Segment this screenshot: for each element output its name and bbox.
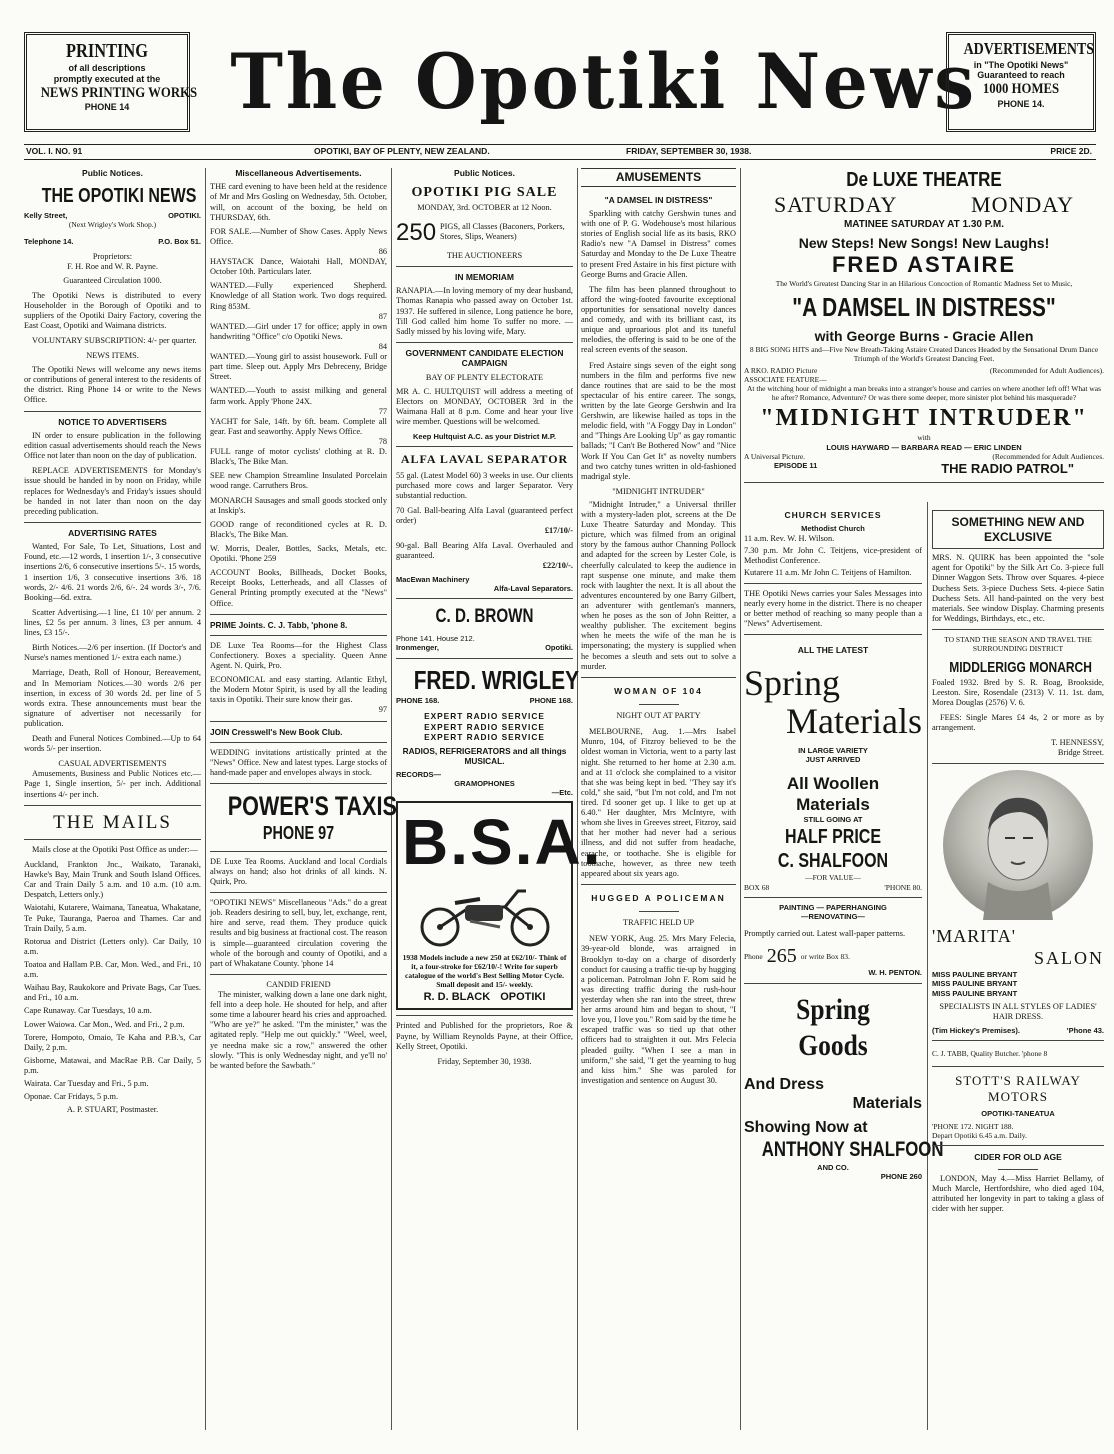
song-hits: 8 BIG SONG HITS and—Five New Breath-Taking Astaire Created Dances Headed by the Sensational Drum Dance Triumph of the World's Greatest Dancing Feet. — [749, 345, 1099, 364]
salon: SALON — [1033, 948, 1104, 969]
etc: —Etc. — [551, 788, 573, 798]
classified-ad: WANTED.—Fully experienced Shepherd. Knowledge of all Station work. Two dogs required. Ring 853M. — [210, 281, 387, 311]
memoriam-text: RANAPIA.—In loving memory of my dear husband, Thomas Ranapia who passed away on October 1st. 1937. He suffered in silence, Long patience he bore, Till God called him home To suffer no more. —Sadly missed by his loving wife, Mary. — [396, 286, 573, 336]
pig-description: PIGS, all Classes (Baconers, Porkers, Stores, Slips, Weaners) — [440, 222, 565, 242]
mail-route: Torere, Hompoto, Omaio, Te Kaha and P.B.'s, Car Daily, 2 p.m. — [24, 1032, 201, 1052]
rates-title: ADVERTISING RATES — [68, 527, 157, 538]
classified-ad: WANTED.—Youth to assist milking and general farm work. Apply 'Phone 24X. — [210, 386, 387, 406]
classified-ad: HAYSTACK Dance, Waiotahi Hall, MONDAY, October 10th. Particulars later. — [210, 257, 387, 277]
mail-route: Lower Waiowa. Car Mon., Wed. and Fri., 2 p.m. — [24, 1019, 185, 1029]
monarch-fees: FEES: Single Mares £4 4s, 2 or more as by arrangement. — [932, 712, 1104, 733]
classified-ad: "OPOTIKI NEWS" Miscellaneous "Ads." do a great job. Readers desiring to sell, buy, let, exchange, rent, hire and serve, read them. They produce quick results and big business at fractional cost. The reason is simple—guaranteed circulation covering the whole of the borough and county of Opotiki, and a part of Whakatane County. 'phone 14 — [210, 898, 387, 968]
box: BOX 68 — [744, 882, 770, 892]
divider — [210, 783, 387, 784]
hugged-title: HUGGED A POLICEMAN — [591, 892, 726, 903]
candid-title: CANDID FRIEND — [266, 979, 331, 989]
classified-ad: DE Luxe Tea Rooms—for the Highest Class Confectionery. Boxes a speciality. Queen Anne Agent. N. Quirk, Pro. — [210, 640, 387, 670]
materials-heading: Materials — [786, 700, 922, 741]
classified-ad: THE card evening to have been held at the residence of Mr and Mrs Gosling on Wednesday, 5th. October, will, on account of the boxing, be held on THURSDAY, 6th. — [210, 182, 387, 222]
ear-left-line2: promptly executed at the — [53, 73, 161, 84]
damsel-text: Sparkling with catchy Gershwin tunes and with one of P. G. Wodehouse's most hilarious stories of English social life as its basis, RKO Radio's new "A Damsel in Distress" comes Saturday and Monday to the De Luxe Theatre to present Fred Astaire in his first picture with George Burns and Gracie Allen. — [581, 208, 736, 279]
radio-service: EXPERT RADIO SERVICE — [424, 731, 545, 742]
divider — [210, 635, 387, 636]
pig-sale-date: MONDAY, 3rd. OCTOBER at 12 Noon. — [417, 203, 552, 213]
episode: EPISODE 11 — [774, 460, 818, 470]
spring-heading: Spring — [744, 662, 841, 703]
divider — [932, 1066, 1104, 1067]
traffic-title: TRAFFIC HELD UP — [623, 918, 694, 928]
mail-route: Oponae. Car Fridays, 5 p.m. — [24, 1092, 119, 1102]
next-to: (Next Wrigley's Work Shop.) — [68, 219, 157, 229]
place: OPOTIKI, BAY OF PLENTY, NEW ZEALAND. — [314, 146, 490, 156]
large-variety: IN LARGE VARIETY — [798, 745, 868, 755]
pauline-bryant: MISS PAULINE BRYANT — [932, 979, 1018, 989]
motorcycle-icon — [410, 877, 560, 949]
proprietors: F. H. Roe and W. R. Payne. — [67, 262, 158, 272]
penton-name: W. H. PENTON. — [868, 968, 922, 978]
hair-specialists: SPECIALISTS IN ALL STYLES OF LADIES' HAIR DRESS. — [939, 1001, 1097, 1021]
divider — [744, 983, 922, 984]
mail-route: Toatoa and Hallam P.B. Car, Mon. Wed., and Fri., 10 a.m. — [24, 959, 201, 980]
alfa-laval-item: 90-gal. Ball Bearing Alfa Laval. Overhauled and guaranteed. — [396, 540, 573, 560]
hickey-phone: 'Phone 43. — [1066, 1025, 1104, 1035]
classified-ad: ACCOUNT Books, Billheads, Docket Books, Receipt Books, Letterheads, and all Classes of General Printing promptly executed at the "News" Office. — [210, 568, 387, 608]
black-town: OPOTIKI — [500, 991, 546, 1004]
tabb: C. J. TABB, Quality Butcher. 'phone 8 — [932, 1049, 1048, 1059]
intruder-title: "MIDNIGHT INTRUDER" — [612, 486, 705, 496]
stand-season: TO STAND THE SEASON AND TRAVEL THE SURROUNDING DISTRICT — [944, 635, 1092, 654]
divider — [210, 721, 387, 722]
alfa-laval-price: £22/10/-. — [542, 560, 573, 570]
pig-sale-body — [396, 218, 573, 247]
classified-ad: JOIN Cresswell's New Book Club. — [210, 726, 343, 737]
alfa-laval-separators: Alfa-Laval Separators. — [493, 583, 573, 593]
column-rule — [205, 168, 206, 1430]
just-arrived: JUST ARRIVED — [805, 754, 861, 764]
rko-line — [744, 366, 1104, 375]
brown-name: C. D. BROWN — [435, 606, 534, 628]
column-rule — [927, 502, 928, 1430]
ad-number: 77 — [378, 406, 387, 416]
mail-route: Rotorua and District (Letters only). Car Daily, 10 a.m. — [24, 936, 201, 956]
divider — [639, 911, 679, 912]
penton-phone: 265 — [766, 945, 797, 968]
masthead — [10, 20, 1104, 140]
news-carries: THE Opotiki News carries your Sales Messages into nearly every home in the district. There is no cheaper or better method of reaching so many people than a "News" Advertisement. — [744, 588, 922, 629]
traffic-text: NEW YORK, Aug. 25. Mrs Mary Felecia, 39-year-old blonde, was arraigned in Brooklyn to-day on a charge of disorderly conduct for causing a traffic tie-up by hugging a policeman. Patrolman John F. Rom said he was directing traffic during the rush-hour yesterday when she ran into the street, threw her arms around him and began to shout, "I love you, I love you." Rom said by the time he escaped traffic was so tied up that other officers had to straighten it out. Mrs Felecia pleaded guilty. "When I see a man in uniform," she said, "I get the yearning to hug and kiss him." She was paroled for investigation and sentence on August 30. — [581, 934, 737, 1085]
phone: 'PHONE 80. — [884, 882, 922, 892]
volume-number: VOL. I. NO. 91 — [26, 146, 83, 156]
ear-right-homes: 1000 HOMES — [982, 81, 1060, 98]
half-price: HALF PRICE — [785, 825, 881, 848]
circulation: Guaranteed Circulation 1000. — [63, 276, 162, 286]
mail-route: Auckland, Frankton Jnc., Waikato, Taranaki, Hawke's Bay, Main Trunk and South Island Offices. Car and Train Daily 5 a.m. and 10 a.m. (10 a.m. Despatch, Letters only.) — [24, 859, 201, 900]
depart: Depart Opotiki 6.45 a.m. Daily. — [932, 1131, 1027, 1141]
goods-heading: Goods — [798, 1029, 868, 1063]
damsel-text: Fred Astaire sings seven of the eight song numbers in the film and performs five new dance routines that are said to be the most spectacular of his entire career. The songs, written by the late George Gershwin and Ira Gershwin, are likewise hailed as tops in the melodic field, with "A Foggy Day in London" and "Things Are Looking Up" as gay romantic ballads; "I Can't Be Bothered Now" and "Nice Work If You Can Get It" as novelty numbers and two catchy tunes written in old-fashioned madrigal style. — [581, 360, 736, 481]
classified-ad: FOR SALE.—Number of Show Cases. Apply News Office. — [210, 226, 387, 246]
mail-route: Waiotahi, Kutarere, Waimana, Taneatua, Whakatane, Te Puke, Tauranga, Paeroa and Thames. Car and Train Daily, 5 a.m. — [24, 903, 201, 933]
alfa-laval-item: 70 Gal. Ball-bearing Alfa Laval (guaranteed perfect order) — [396, 506, 573, 526]
column-public-notices-2 — [396, 168, 603, 1436]
column-public-notices — [24, 168, 201, 1436]
shalfoon-contact — [744, 883, 922, 892]
memoriam-title: IN MEMORIAM — [454, 271, 515, 282]
slogan: New Steps! New Songs! New Laughs! — [798, 235, 1050, 252]
birth-text: Birth Notices.—2/6 per insertion. (If Doctor's and Nurse's names mentioned 1/- extra each name.) — [24, 643, 201, 663]
divider — [396, 342, 573, 343]
divider — [24, 522, 201, 523]
renovating: —RENOVATING— — [801, 911, 865, 921]
notice-text: IN order to ensure publication in the following edition casual advertisements should reach the News Office not later than noon on the day of publication. — [24, 430, 201, 461]
portrait-image — [943, 770, 1093, 920]
anthony-phone: PHONE 260 — [880, 1172, 922, 1182]
ear-right-title: ADVERTISEMENTS — [963, 39, 1095, 58]
wrigley-name: FRED. WRIGLEY — [413, 664, 579, 695]
star-name: FRED ASTAIRE — [831, 252, 1017, 278]
hultquist-meeting: MR A. C. HULTQUIST will address a meeting of Electors on MONDAY, OCTOBER 3rd in the Waimana Hall at 8 p.m. Come and hear your live wire member. Questions will be welcomed. — [396, 386, 573, 426]
bridge-street: Bridge Street. — [1057, 748, 1104, 758]
divider — [210, 974, 387, 975]
ear-left-title: PRINTING — [65, 40, 148, 62]
hennessy: T. HENNESSY, — [1051, 738, 1104, 748]
divider — [932, 763, 1104, 764]
theatre-name: De LUXE THEATRE — [846, 169, 1002, 191]
divider — [932, 1145, 1104, 1146]
still-going: STILL GOING AT — [803, 815, 863, 825]
address — [24, 211, 201, 220]
classified-ad: MONARCH Sausages and small goods stocked only at Inskip's. — [210, 495, 387, 515]
brown-town: Opotiki. — [545, 643, 573, 653]
for-value: —FOR VALUE— — [805, 873, 861, 883]
column-rule — [577, 168, 578, 1430]
divider — [396, 598, 573, 599]
divider — [210, 614, 387, 615]
mails-intro: Mails close at the Opotiki Post Office as under:— — [32, 844, 198, 854]
ironmonger: Ironmenger, — [396, 643, 439, 653]
shalfoon: C. SHALFOON — [777, 850, 889, 873]
divider — [932, 629, 1104, 630]
divider — [744, 634, 922, 635]
mail-route: Gisborne, Matawai, and MacRae P.B. Car Daily, 5 p.m. — [24, 1055, 201, 1075]
telephone: Telephone 14. — [24, 237, 74, 247]
night-text: MELBOURNE, Aug. 1.—Mrs Isabel Munro, 104, of Fitzroy believed to be the oldest woman in Victoria, went to a party last night. She returned to her home at 2.30 a.m. and at 11 o'clock she complained to a visitor that she was being kept in bed. "They say it's cold," she said, "but I'm not cold, and I'm not tired. I'd sooner get up. I like to get up at 6.40." Her daughter, Mrs McIntyre, with whom she lives in Greeves street, Fitzroy, said that her mother had never had a serious illness, and did not suffer from headache, earache, or toothache. She is eligible for toothache, however, as three new teeth appeared about six years ago. — [581, 727, 736, 878]
classified-ad: YACHT for Sale, 14ft. by 6ft. beam. Complete all gear. Fast and seaworthy. Apply News Office. — [210, 416, 387, 436]
divider — [396, 658, 573, 659]
second-cast: LOUIS HAYWARD — BARBARA READ — ERIC LINDEN — [826, 442, 1022, 452]
saturday: SATURDAY — [774, 192, 898, 218]
casual-text: Amusements, Business and Public Notices etc.—Page 1, Single insertion, 5/- per inch. Additional insertions 4/- per inch. — [24, 769, 201, 799]
classified-ad: DE Luxe Tea Rooms. Auckland and local Cordials always on hand; also hot drinks of all kinds. N. Quirk, Pro. — [210, 856, 387, 887]
divider — [396, 1015, 573, 1016]
dateline — [24, 144, 1096, 160]
monarch-text: Foaled 1932. Bred by S. R. Boag, Brookside, Leeston. Sire, Rosendale (2313) V. 11. 1st. dam, Morea Douglas (2576) V. 6. — [932, 677, 1104, 707]
feature-cast: with George Burns - Gracie Allen — [814, 328, 1034, 345]
exclusive-header-box — [932, 510, 1104, 549]
church-title: CHURCH SERVICES — [784, 510, 882, 520]
methodist: Methodist Church — [801, 524, 865, 534]
ear-left-phone: PHONE 14 — [84, 102, 130, 113]
casual-title: CASUAL ADVERTISEMENTS — [58, 759, 167, 769]
mail-route: Wairata. Car Tuesday and Fri., 5 p.m. — [24, 1079, 149, 1089]
imprint-date: Friday, September 30, 1938. — [437, 1056, 532, 1066]
divider — [581, 677, 736, 678]
mails-title: THE MAILS — [53, 811, 172, 833]
divider — [639, 704, 679, 705]
divider — [998, 1169, 1038, 1170]
radio-patrol: THE RADIO PATROL" — [941, 460, 1074, 476]
wrigley-phone: PHONE 168. — [529, 696, 573, 706]
ear-right-phone: PHONE 14. — [997, 98, 1045, 109]
macewan: MacEwan Machinery — [396, 574, 470, 584]
and-co: AND CO. — [817, 1162, 849, 1172]
route: OPOTIKI-TANEATUA — [981, 1108, 1055, 1118]
postmaster: A. P. STUART, Postmaster. — [66, 1105, 159, 1115]
classified-ad: PRIME Joints. C. J. Tabb, 'phone 8. — [210, 619, 348, 630]
woollen-heading: All Woollen — [786, 774, 880, 794]
damsel-title: "A DAMSEL IN DISTRESS" — [604, 194, 713, 205]
mail-route: Cape Runaway. Car Tuesdays, 10 a.m. — [24, 1006, 152, 1016]
newspaper-title: The Opotiki News — [230, 37, 977, 126]
church-service: Kutarere 11 a.m. Mr John C. Teitjens of Hamilton. — [744, 567, 912, 577]
classified-ad: WANTED.—Girl under 17 for office; apply in own handwriting "Office" c/o Opotiki News. — [210, 321, 387, 341]
town: OPOTIKI. — [168, 210, 201, 220]
po-box: P.O. Box 51. — [158, 237, 201, 247]
mail-route: Waihau Bay, Raukokore and Private Bags, Car Tues. and Fri., 10 a.m. — [24, 983, 201, 1003]
bsa-advert — [396, 801, 603, 1010]
theatre-advert — [744, 168, 1104, 498]
divider — [744, 897, 922, 898]
column-amusements — [581, 168, 736, 1436]
classified-ad: WEDDING invitations artistically printed at the "News" Office. New and latest types. Large stocks of hand-made paper and envelopes always in stock. — [210, 747, 387, 777]
penton-text: Promptly carried out. Latest wall-paper patterns. — [744, 928, 906, 938]
pig-count: 250 — [396, 218, 437, 246]
serial-line — [744, 461, 1104, 477]
pauline-bryant: MISS PAULINE BRYANT — [932, 988, 1018, 998]
intruder-text: "Midnight Intruder," a Universal thriller with a mystery-laden plot, screens at the De Luxe Theatre Saturday and Monday. This picture, which was filmed from an original story by the famous author Channing Pollock and adapted for the screen by Lester Cole, is cheerfully calculated to keep the audience in rapt suspense one minute, and make them rock with laughter the next. It is all about the adventures encountered by one Barry Gilbert, an adventurer with gentleman's manners, when he poses as the son of John Reitter, a wealthy publisher. The excitement begins when he meets the wife of the man he is impersonating; the mystery is supplied when he becomes a sleuth and sets out to solve a murder. — [581, 499, 736, 671]
anthony-shalfoon: ANTHONY SHALFOON — [761, 1138, 944, 1162]
taxis-name: POWER'S TAXIS — [227, 790, 397, 821]
spring-goods-heading: Spring — [796, 992, 870, 1026]
woollen-materials: Materials — [796, 794, 870, 814]
divider — [24, 411, 201, 412]
bsa-logo: B.S.A. — [402, 806, 603, 879]
classified-ad: SEE new Champion Streamline Insulated Porcelain wood range. Carruthers Bros. — [210, 471, 387, 491]
newspaper-page — [10, 10, 1104, 1446]
ad-number: 97 — [378, 705, 387, 715]
column-miscellaneous — [210, 168, 397, 1436]
pauline-bryant: MISS PAULINE BRYANT — [932, 970, 1018, 980]
divider — [24, 805, 201, 806]
street: Kelly Street, — [24, 210, 68, 220]
stotts-motors: STOTT'S RAILWAY MOTORS — [955, 1073, 1081, 1105]
showing-now: Showing Now at — [744, 1118, 868, 1136]
associate-desc: At the witching hour of midnight a man breaks into a stranger's house and carries on where another left off! What was he after? Romance, Adventure? Or was there some deeper, more sinister plot behind his masquerade? — [746, 383, 1102, 402]
classified-ad: GOOD range of reconditioned cycles at R. D. Black's, The Bike Man. — [210, 519, 387, 539]
cider-title: CIDER FOR OLD AGE — [974, 1152, 1062, 1163]
pig-sale-title: OPOTIKI PIG SALE — [411, 185, 558, 201]
ad-number: 84 — [378, 342, 387, 351]
paper-name: THE OPOTIKI NEWS — [41, 185, 197, 208]
penton-contact — [744, 944, 922, 968]
gramophones: GRAMOPHONES — [454, 779, 515, 789]
penton-phone-label: Phone — [744, 951, 763, 961]
wrigley-phone: PHONE 168. — [396, 696, 440, 706]
electorate: BAY OF PLENTY ELECTORATE — [425, 372, 544, 382]
church-service: 7.30 p.m. Mr John C. Teitjens, vice-president of Methodist Conference. — [744, 545, 922, 565]
ear-left — [24, 32, 198, 132]
imprint: Printed and Published for the proprietors, Roe & Payne, by William Reynolds Payne, at their Office, Kelly Street, Opotiki. — [396, 1021, 573, 1051]
rates-text: Wanted, For Sale, To Let, Situations, Lost and Found, etc.—12 words, 1 insertion 1/-, 3 consecutive insertions 2/6, 6 consecutive insertions 5/-. 15 words, 1 insertion 1/6, 3 consecutive insertions 3/6. 18 words, 2/- 4/6. 21 words 2/6, 6/-. 24 words 3/-, 7/6. Booking—6d. extra. — [24, 542, 201, 602]
damsel-text: The film has been planned throughout to afford the wing-footed favourite exceptional opportunities for sensational novelty dances and comedy, and with its brilliant cast, its unique and uproarious plot and its tuneful melodies, the offering is said to be one of the real screen events of the season. — [581, 284, 736, 355]
all-the-latest: ALL THE LATEST — [797, 645, 869, 656]
ear-left-works: NEWS PRINTING WORKS — [40, 85, 198, 102]
election-title: GOVERNMENT CANDIDATE ELECTION CAMPAIGN — [405, 347, 564, 369]
replace-text: REPLACE ADVERTISEMENTS for Monday's issue should be handed in by noon on Friday, while replaces for Wednesday's and Friday's issues should be handed in not later than noon on the day preceding publication. — [24, 466, 201, 516]
matinee: MATINEE SATURDAY AT 1.30 P.M. — [843, 219, 1005, 231]
hultquist-slogan: Keep Hultquist A.C. as your District M.P. — [413, 432, 556, 442]
classified-ad: W. Morris, Dealer, Bottles, Sacks, Metals, etc. Opotiki. 'Phone 259 — [210, 543, 387, 564]
ear-right-line2: Guaranteed to reach — [977, 70, 1065, 81]
woman-title: WOMAN OF 104 — [614, 685, 703, 696]
price: PRICE 2D. — [1050, 146, 1092, 156]
divider — [744, 583, 922, 584]
divider — [396, 446, 573, 447]
notice-title: NOTICE TO ADVERTISERS — [58, 416, 167, 427]
alfa-laval-price: £17/10/- — [544, 526, 573, 536]
woman-portrait-icon — [943, 770, 1093, 920]
middlerigg-monarch: MIDDLERIGG MONARCH — [949, 659, 1092, 677]
second-with: with — [917, 433, 931, 443]
ear-left-line1: of all descriptions — [68, 63, 146, 74]
black-name: R. D. BLACK — [423, 991, 491, 1004]
second-film: "MIDNIGHT INTRUDER" — [760, 405, 1088, 432]
column-rule — [740, 168, 741, 1430]
records: RECORDS— — [396, 769, 442, 779]
marriage-text: Marriage, Death, Roll of Honour, Bereavement, and In Memoriam Notices.—30 words 2/6 per insertion, in excess of 30 words 2d. per line of 5 words extra. These announcements must bear the signature of advertiser not necessarily for publication. — [24, 668, 201, 728]
feature-film: "A DAMSEL IN DISTRESS" — [792, 292, 1056, 323]
night-title: NIGHT OUT AT PARTY — [616, 711, 701, 721]
column-exclusive — [932, 510, 1104, 1436]
scatter-text: Scatter Advertising.—1 line, £1 10/ per annum. 2 lines, £2 5s per annum. 3 lines, £3 per annum. 4 lines, £3 15/-. — [24, 607, 201, 638]
section-header: Public Notices. — [454, 168, 515, 178]
radio-service: EXPERT RADIO SERVICE — [424, 711, 545, 722]
divider — [210, 892, 387, 893]
ad-number: 87 — [378, 311, 387, 321]
associate-feature: ASSOCIATE FEATURE— — [744, 374, 827, 384]
classified-ad: FULL range of motor cyclists' clothing at R. D. Black's, The Bike Man. — [210, 447, 387, 467]
classified-ad: WANTED.—Young girl to assist housework. Full or part time. Sleep out. Apply Mrs Debreceny, Bridge Street. — [210, 352, 387, 382]
church-service: 11 a.m. Rev. W. H. Wilson. — [744, 533, 835, 543]
alfa-laval-item: 55 gal. (Latest Model 60) 3 weeks in use. Our clients purchased more cows and larger Separator. Very substantial reduction. — [396, 470, 573, 501]
divider — [396, 266, 573, 267]
proprietors-label: Proprietors: — [92, 252, 133, 262]
divider — [932, 1040, 1104, 1041]
subscription: VOLUNTARY SUBSCRIPTION: 4/- per quarter. — [32, 335, 197, 345]
hickey-line — [932, 1026, 1104, 1035]
section-header: AMUSEMENTS — [581, 168, 736, 187]
universal-rec: (Recommended for Adult Audiences. — [992, 451, 1104, 461]
hickey: (Tim Hickey's Premises). — [932, 1025, 1020, 1035]
bsa-text: 1938 Models include a new 250 at £62/10/- Think of it, a four-stroke for £62/10/-! Write for superb catalogue of the world's Best Selling Motor Cycle. Small deposit and 15/- weekly. — [402, 952, 567, 989]
alfa-laval-title: ALFA LAVAL SEPARATOR — [400, 452, 569, 467]
cider-text: LONDON, May 4.—Miss Harriet Bellamy, of Much Marcle, Hertfordshire, who died aged 104, attributed her longevity in part to taking a glass of cider with her supper. — [932, 1173, 1104, 1214]
divider — [210, 742, 387, 743]
ear-right — [946, 32, 1096, 132]
black-footer — [402, 991, 567, 1004]
universal-line — [744, 452, 1104, 461]
distribution-text: The Opotiki News is distributed to every Householder in the Borough of Opotiki and to suppliers of the Opotiki Dairy Factory, covering the East Coast, Opotiki and Waimana districts. — [24, 290, 201, 330]
auctioneers: THE AUCTIONEERS — [446, 250, 523, 260]
issue-date: FRIDAY, SEPTEMBER 30, 1938. — [626, 146, 752, 156]
and-dress: And Dress — [744, 1075, 825, 1093]
brown-trade — [396, 643, 573, 652]
penton-box: or write Box 83. — [800, 951, 850, 961]
radio-service: EXPERT RADIO SERVICE — [424, 721, 545, 732]
star-desc: The World's Greatest Dancing Star in an Hilarious Concoction of Romantic Madness Set to Music, — [775, 279, 1073, 289]
column-church-and-ads — [744, 510, 944, 1436]
funeral-text: Death and Funeral Notices Combined.—Up to 64 words 5/- per insertion. — [24, 734, 201, 754]
painting: PAINTING — PAPERHANGING — [779, 902, 887, 912]
quirk-text: MRS. N. QUIRK has been appointed the "sole agent for Opotiki" by the Silk Art Co. 3-piece full Dinner Waggon Sets. Throw over Squares. 4-piece Duchess Sets. 3-piece Duchess Sets. 4-piece Satin Duchess Sets. All hand-painted on the very best materials. See window Display. Charming presents for Weddings, Birthdays, etc., etc. — [932, 553, 1104, 623]
news-items-text: The Opotiki News will welcome any news items or contributions of general interest to the residents of the district. Ring Phone 14 or write to the News Office. — [24, 365, 201, 405]
candid-text: The minister, walking down a lane one dark night, fell into a deep hole. He shouted for help, and after some time a labourer heard his cries and approached. "Who are ye?" he asked. "I'm the minister," was the agitated reply. "Help me out quickly." "Weel, weel, ye needna make sic a row," answered the other slowly. "This is only Wednesday night, and ye'll no' be wanted before the Sawbath." — [210, 990, 387, 1070]
divider — [24, 839, 201, 840]
ad-number: 86 — [378, 247, 387, 257]
radios: RADIOS, REFRIGERATORS and all things MUSICAL. — [402, 745, 567, 766]
section-header: Public Notices. — [82, 168, 143, 178]
ear-right-line1: in "The Opotiki News" — [973, 59, 1069, 70]
section-header: Miscellaneous Advertisements. — [235, 168, 362, 178]
ad-number: 78 — [378, 436, 387, 446]
wrigley-phones — [396, 696, 573, 705]
divider — [581, 884, 736, 885]
contact — [24, 237, 201, 246]
theatre-days — [744, 192, 1104, 219]
dress-materials: Materials — [852, 1095, 922, 1113]
brown-phone: Phone 141. House 212. — [396, 634, 475, 644]
rko-rec: (Recommended for Adult Audiences). — [989, 365, 1104, 375]
marita: 'MARITA' — [932, 926, 1017, 947]
stott-phone: 'PHONE 172. NIGHT 188. — [932, 1122, 1014, 1132]
divider — [744, 482, 1104, 483]
classified-ad: ECONOMICAL and easy starting. Atlantic Ethyl, the Modern Motor Spirit, is used by all the leading taxis in Opotiki. Their sure know their gas. — [210, 675, 387, 705]
something-new: SOMETHING NEW AND EXCLUSIVE — [951, 515, 1085, 544]
taxis-phone: PHONE 97 — [262, 822, 335, 843]
news-items-title: NEWS ITEMS. — [86, 351, 139, 361]
monday: MONDAY — [971, 192, 1074, 218]
universal: A Universal Picture. — [744, 451, 806, 461]
rko: A RKO. RADIO Picture — [744, 365, 818, 375]
divider — [210, 851, 387, 852]
